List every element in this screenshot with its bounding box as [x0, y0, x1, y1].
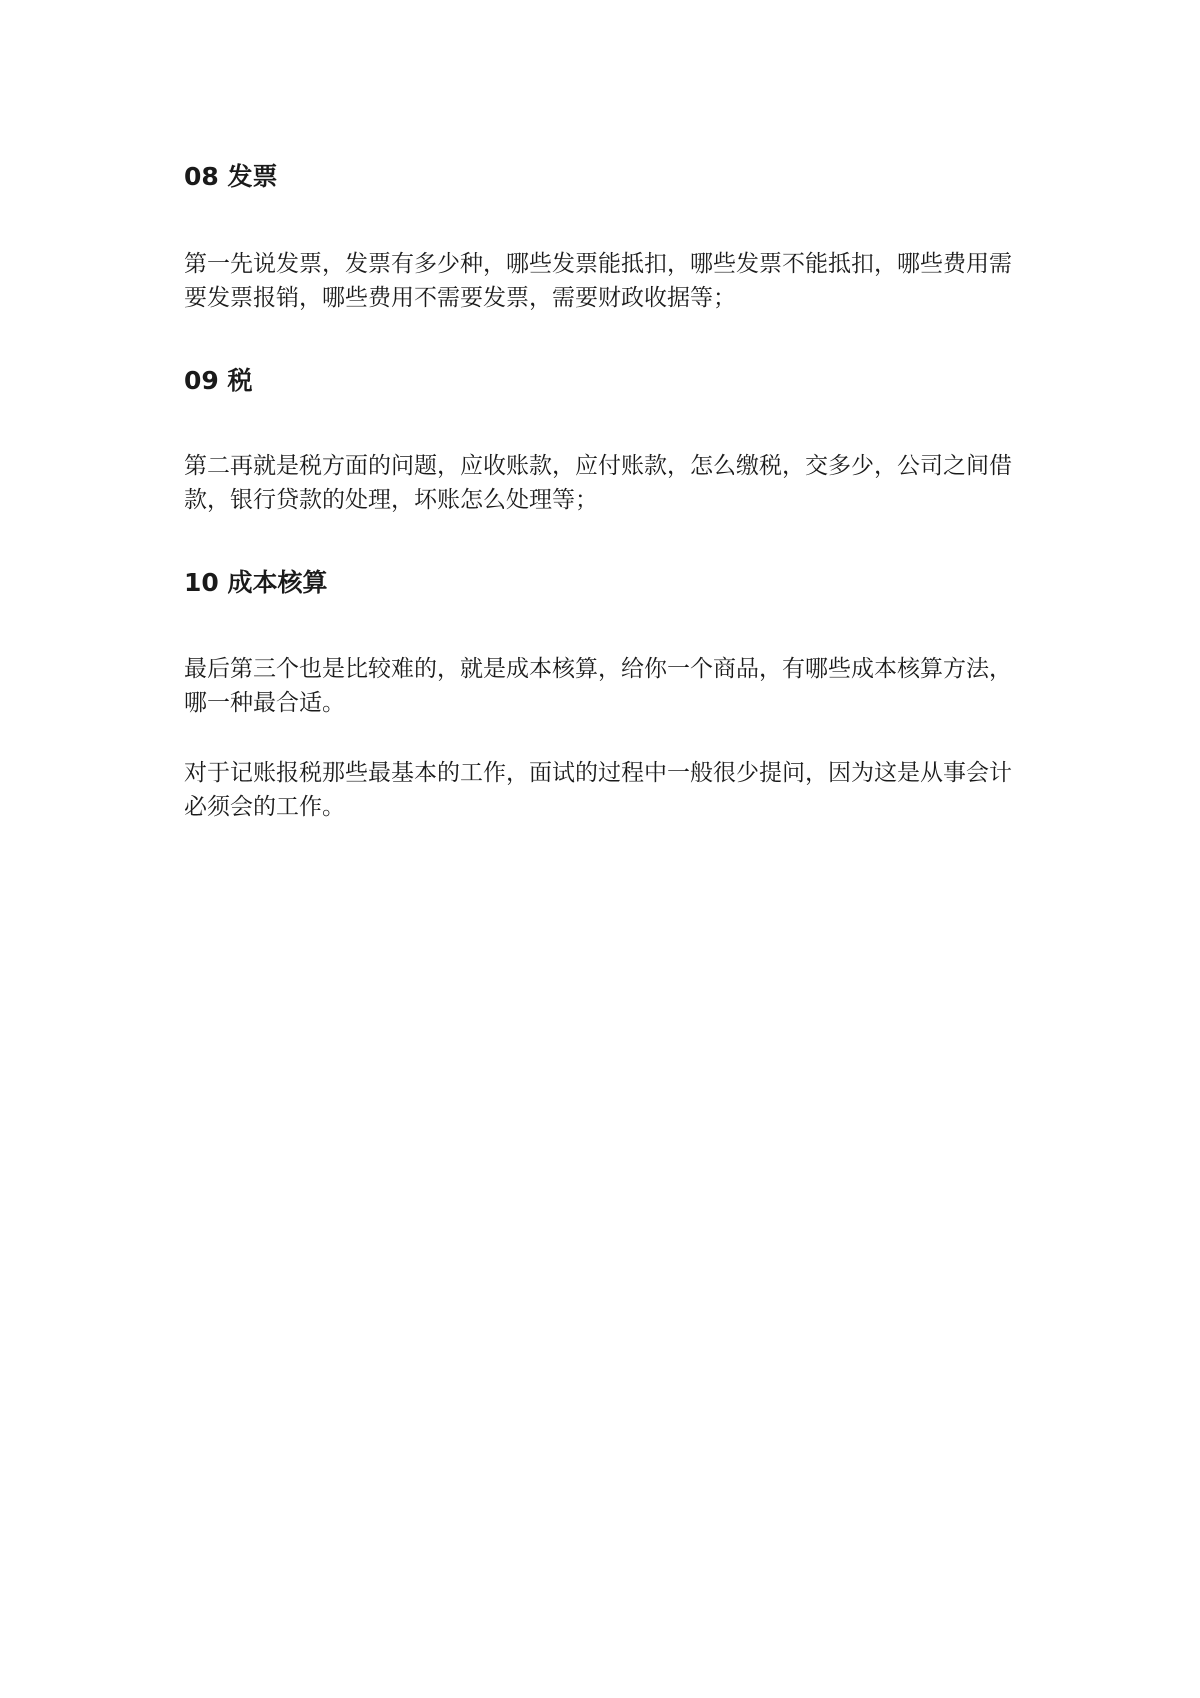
paragraph-basic-work: 对于记账报税那些最基本的工作，面试的过程中一般很少提问，因为这是从事会计必须会的工作。: [184, 760, 1012, 820]
paragraph-invoice: 第一先说发票，发票有多少种，哪些发票能抵扣，哪些发票不能抵扣，哪些费用需要发票报销，哪些费用不需要发票，需要财政收据等；: [184, 251, 1012, 311]
section-heading-cost-accounting: 10 成本核算: [184, 568, 328, 597]
paragraph-cost-accounting: 最后第三个也是比较难的，就是成本核算，给你一个商品，有哪些成本核算方法，哪一种最合适。: [184, 656, 1012, 716]
section-heading-tax: 09 税: [184, 366, 253, 395]
paragraph-tax: 第二再就是税方面的问题，应收账款，应付账款，怎么缴税，交多少，公司之间借款，银行贷款的处理，坏账怎么处理等；: [184, 453, 1012, 513]
section-heading-invoice: 08 发票: [184, 162, 278, 191]
